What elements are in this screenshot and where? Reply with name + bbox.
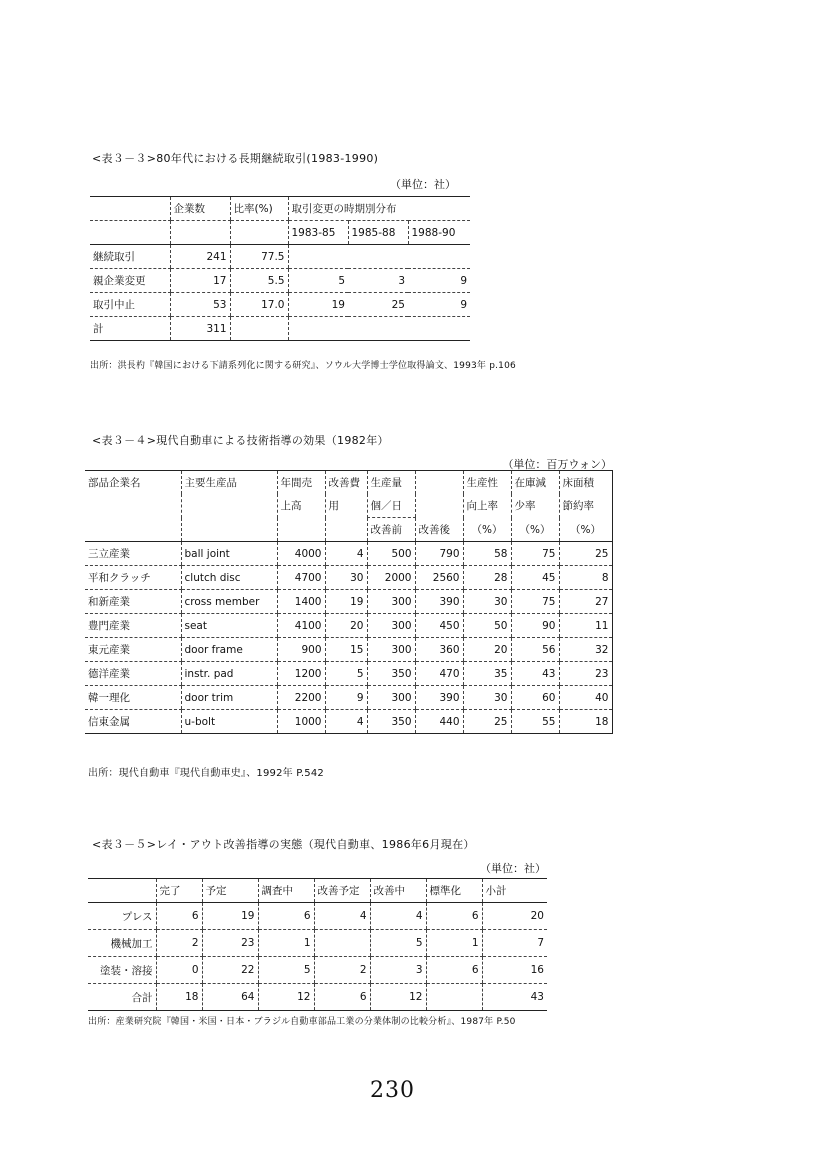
cell-product: door frame	[181, 638, 277, 662]
table1-subheader-row	[90, 221, 470, 245]
cell-standardized: 6	[426, 903, 482, 930]
cell-before: 350	[367, 710, 415, 734]
table-row	[85, 542, 612, 566]
cell-after: 790	[415, 542, 463, 566]
cell-inventory: 90	[511, 614, 559, 638]
cell-sales: 1400	[277, 590, 325, 614]
cell-ratio: 5.5	[230, 269, 288, 293]
table3-header-improve-planned: 改善予定	[314, 879, 370, 903]
cell-85: 3	[348, 269, 408, 293]
table3-source: 出所：産業研究院『韓国・米国・日本・ブラジル自動車部品工業の分業体制の比較分析』、1987年 P.50	[88, 1017, 516, 1027]
row-label: 機械加工	[88, 930, 156, 957]
table-row	[90, 269, 470, 293]
table1-sub-1988: 1988-90	[408, 221, 470, 245]
cell-count: 241	[170, 245, 230, 269]
cell-sales: 4100	[277, 614, 325, 638]
table-row	[88, 903, 547, 930]
table-row	[85, 686, 612, 710]
cell-88: 9	[408, 269, 470, 293]
cell-before: 500	[367, 542, 415, 566]
cell-product: ball joint	[181, 542, 277, 566]
cell-inventory: 45	[511, 566, 559, 590]
cell-after: 440	[415, 710, 463, 734]
cell-88: 9	[408, 293, 470, 317]
cell-count: 53	[170, 293, 230, 317]
cell-floor: 8	[559, 566, 612, 590]
row-label: 親企業変更	[90, 269, 170, 293]
cell-before: 300	[367, 590, 415, 614]
cell-85	[348, 317, 408, 341]
cell-product: clutch disc	[181, 566, 277, 590]
cell-floor: 23	[559, 662, 612, 686]
table-row	[85, 662, 612, 686]
cell-planned: 22	[202, 957, 258, 984]
cell-inventory: 75	[511, 590, 559, 614]
cell-improving: 3	[370, 957, 426, 984]
cell-product: u-bolt	[181, 710, 277, 734]
cell-improving: 5	[370, 930, 426, 957]
cell-productivity: 35	[463, 662, 511, 686]
table1	[90, 196, 470, 341]
cell-standardized	[426, 984, 482, 1011]
cell-before: 350	[367, 662, 415, 686]
table2-header-productivity-2: 向上率	[463, 494, 511, 518]
table2-header-product: 主要生産品	[181, 471, 277, 495]
cell-83	[288, 317, 348, 341]
table1-sub-1983: 1983-85	[288, 221, 348, 245]
table3-header-planned: 予定	[202, 879, 258, 903]
cell-improve-planned: 2	[314, 957, 370, 984]
cell-improving: 12	[370, 984, 426, 1011]
table2-unit: （単位：百万ウォン）	[502, 458, 612, 471]
cell-before: 300	[367, 638, 415, 662]
cell-cost: 30	[325, 566, 367, 590]
cell-before: 300	[367, 614, 415, 638]
table2-header-inventory: 在庫減	[511, 471, 559, 495]
table3-unit: （単位：社）	[480, 862, 546, 875]
cell-cost: 20	[325, 614, 367, 638]
table2-header-pct-2: （%）	[511, 518, 559, 542]
cell-83	[288, 245, 348, 269]
cell-sales: 2200	[277, 686, 325, 710]
table1-source: 出所：洪長杓『韓国における下請系列化に関する研究』、ソウル大学博士学位取得論文、1993年 p.106	[90, 361, 516, 371]
cell-before: 300	[367, 686, 415, 710]
table2-header-after: 改善後	[415, 518, 463, 542]
cell-inventory: 56	[511, 638, 559, 662]
cell-floor: 40	[559, 686, 612, 710]
table1-header-count: 企業数	[170, 197, 230, 221]
cell-floor: 32	[559, 638, 612, 662]
cell-count: 311	[170, 317, 230, 341]
cell-sales: 1200	[277, 662, 325, 686]
row-label: プレス	[88, 903, 156, 930]
cell-subtotal: 20	[482, 903, 547, 930]
table2-header-floor-2: 節約率	[559, 494, 612, 518]
table3-header-subtotal: 小計	[482, 879, 547, 903]
cell-floor: 11	[559, 614, 612, 638]
cell-before: 2000	[367, 566, 415, 590]
cell-planned: 64	[202, 984, 258, 1011]
cell-investigating: 6	[258, 903, 314, 930]
cell-count: 17	[170, 269, 230, 293]
cell-subtotal: 7	[482, 930, 547, 957]
cell-done: 0	[156, 957, 202, 984]
cell-cost: 4	[325, 542, 367, 566]
table3-header-investigating: 調査中	[258, 879, 314, 903]
cell-sales: 4700	[277, 566, 325, 590]
cell-improve-planned	[314, 930, 370, 957]
table-row	[90, 245, 470, 269]
table1-header-ratio: 比率(%)	[230, 197, 288, 221]
table2	[85, 470, 613, 734]
cell-cost: 4	[325, 710, 367, 734]
cell-productivity: 20	[463, 638, 511, 662]
table2-header-row-1	[85, 471, 612, 495]
table2-header-row-3	[85, 518, 612, 542]
table-row	[88, 984, 547, 1011]
table-row	[85, 590, 612, 614]
cell-83: 19	[288, 293, 348, 317]
row-label: 計	[90, 317, 170, 341]
row-label: 継続取引	[90, 245, 170, 269]
cell-planned: 23	[202, 930, 258, 957]
table2-header-sales-2: 上高	[277, 494, 325, 518]
cell-company: 平和クラッチ	[85, 566, 181, 590]
row-label: 塗装・溶接	[88, 957, 156, 984]
cell-88	[408, 245, 470, 269]
table-row	[85, 710, 612, 734]
cell-85: 25	[348, 293, 408, 317]
cell-product: instr. pad	[181, 662, 277, 686]
cell-product: door trim	[181, 686, 277, 710]
cell-sales: 1000	[277, 710, 325, 734]
cell-sales: 4000	[277, 542, 325, 566]
table2-header-output-2: 個／日	[367, 494, 415, 518]
cell-investigating: 5	[258, 957, 314, 984]
table3-header-done: 完了	[156, 879, 202, 903]
cell-subtotal: 43	[482, 984, 547, 1011]
table2-header-output: 生産量	[367, 471, 415, 495]
table3	[88, 878, 547, 1011]
table3-caption: <表３－５>レイ・アウト改善指導の実態（現代自動車、1986年6月現在）	[92, 838, 475, 851]
cell-after: 2560	[415, 566, 463, 590]
cell-sales: 900	[277, 638, 325, 662]
cell-floor: 27	[559, 590, 612, 614]
cell-standardized: 1	[426, 930, 482, 957]
cell-improving: 4	[370, 903, 426, 930]
cell-improve-planned: 6	[314, 984, 370, 1011]
table2-caption: <表３－４>現代自動車による技術指導の効果（1982年）	[92, 434, 389, 447]
cell-productivity: 30	[463, 686, 511, 710]
table-row	[85, 614, 612, 638]
table1-header-group: 取引変更の時期別分布	[288, 197, 470, 221]
cell-done: 6	[156, 903, 202, 930]
cell-floor: 18	[559, 710, 612, 734]
cell-company: 德洋産業	[85, 662, 181, 686]
table2-header-inventory-2: 少率	[511, 494, 559, 518]
table2-header-company: 部品企業名	[85, 471, 181, 495]
table2-header-productivity: 生産性	[463, 471, 511, 495]
cell-ratio: 77.5	[230, 245, 288, 269]
cell-cost: 19	[325, 590, 367, 614]
cell-after: 390	[415, 590, 463, 614]
cell-ratio: 17.0	[230, 293, 288, 317]
cell-standardized: 6	[426, 957, 482, 984]
table3-header-improving: 改善中	[370, 879, 426, 903]
cell-after: 450	[415, 614, 463, 638]
cell-product: seat	[181, 614, 277, 638]
cell-planned: 19	[202, 903, 258, 930]
table-row	[85, 566, 612, 590]
table1-header-row	[90, 197, 470, 221]
cell-inventory: 60	[511, 686, 559, 710]
cell-inventory: 43	[511, 662, 559, 686]
cell-product: cross member	[181, 590, 277, 614]
cell-productivity: 58	[463, 542, 511, 566]
table2-header-row-2	[85, 494, 612, 518]
table2-header-before: 改善前	[367, 518, 415, 542]
cell-inventory: 55	[511, 710, 559, 734]
cell-subtotal: 16	[482, 957, 547, 984]
cell-company: 和新産業	[85, 590, 181, 614]
cell-done: 18	[156, 984, 202, 1011]
cell-after: 360	[415, 638, 463, 662]
cell-company: 豊門産業	[85, 614, 181, 638]
table1-unit: （単位：社）	[390, 178, 456, 191]
table3-header-row	[88, 879, 547, 903]
cell-investigating: 12	[258, 984, 314, 1011]
table2-source: 出所：現代自動車『現代自動車史』、1992年 P.542	[88, 768, 324, 779]
cell-floor: 25	[559, 542, 612, 566]
cell-investigating: 1	[258, 930, 314, 957]
table2-header-floor: 床面積	[559, 471, 612, 495]
table-row	[90, 317, 470, 341]
cell-productivity: 50	[463, 614, 511, 638]
cell-after: 390	[415, 686, 463, 710]
cell-productivity: 28	[463, 566, 511, 590]
table3-header-standardized: 標準化	[426, 879, 482, 903]
page-number: 230	[370, 1078, 415, 1103]
cell-cost: 15	[325, 638, 367, 662]
table-row	[85, 638, 612, 662]
row-label: 合計	[88, 984, 156, 1011]
row-label: 取引中止	[90, 293, 170, 317]
cell-ratio	[230, 317, 288, 341]
cell-company: 信東金属	[85, 710, 181, 734]
cell-inventory: 75	[511, 542, 559, 566]
cell-done: 2	[156, 930, 202, 957]
table-row	[88, 957, 547, 984]
cell-improve-planned: 4	[314, 903, 370, 930]
cell-productivity: 25	[463, 710, 511, 734]
table2-header-sales: 年間売	[277, 471, 325, 495]
table2-header-pct-3: （%）	[559, 518, 612, 542]
table2-header-cost-2: 用	[325, 494, 367, 518]
cell-cost: 5	[325, 662, 367, 686]
table2-header-pct-1: （%）	[463, 518, 511, 542]
table1-caption: <表３－３>80年代における長期継続取引(1983-1990)	[92, 152, 379, 165]
cell-cost: 9	[325, 686, 367, 710]
cell-88	[408, 317, 470, 341]
cell-85	[348, 245, 408, 269]
cell-after: 470	[415, 662, 463, 686]
cell-company: 東元産業	[85, 638, 181, 662]
cell-83: 5	[288, 269, 348, 293]
table-row	[90, 293, 470, 317]
table2-header-cost: 改善費	[325, 471, 367, 495]
table-row	[88, 930, 547, 957]
cell-company: 韓一理化	[85, 686, 181, 710]
cell-company: 三立産業	[85, 542, 181, 566]
cell-productivity: 30	[463, 590, 511, 614]
table1-sub-1985: 1985-88	[348, 221, 408, 245]
